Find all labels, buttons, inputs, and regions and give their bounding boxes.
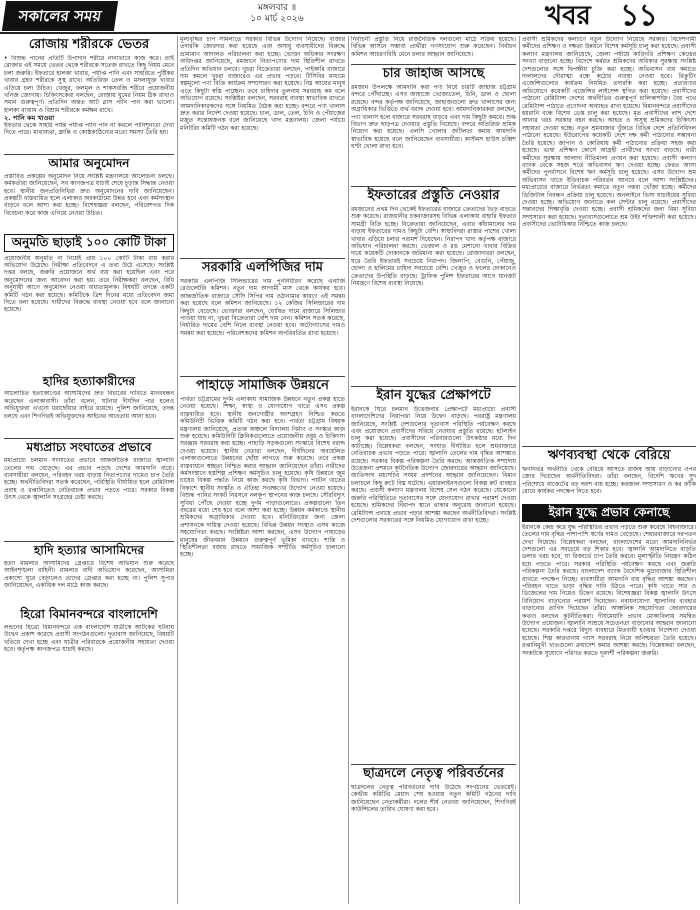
article-body: • বিশুদ্ধ পানের প্রতিটি উপাদান শরীরে নানাভাবে কাজ করে। তাই রোজার এই সময়ে ভেতর থেকে শরীরকে সতেজ রাখতে কিছু নিয়ম মেনে চলা জরুরি। ইফতারে হালকা খাবার, পর্যাপ্ত পানি এবং সাহরিতে পুষ্টিকর খাবার গ্রহণ শরীরকে সুস্থ রাখে। অতিরিক্ত তেল ও মসলাযুক্ত খাবার এড়িয়ে চলা উচিত। খেজুর, ফলমূল ও শাকসবজি শরীরে প্রয়োজনীয় খনিজ জোগায়। চিকিৎসকেরা বলছেন, রোজায় ঘুমের নিয়ম ঠিক রাখাও সমান গুরুত্বপূর্ণ। প্রতিদিন অন্তত আট গ্লাস পানি পান করা ভালো। হালকা ব্যায়াম ও বিশ্রাম শরীরকে কর্মক্ষম রাখে। [4,54,174,113]
divider [4,154,174,155]
article-body: লন্ডনের হিথ্রো বিমানবন্দরে এক বাংলাদেশি যাত্রীকে আটকের ঘটনায় উদ্বেগ প্রকাশ করেছে প্রবাসী সংগঠনগুলো। দূতাবাস জানিয়েছে, বিষয়টি খতিয়ে দেখা হচ্ছে এবং যাত্রীর পরিবারকে প্রয়োজনীয় সহায়তা দেওয়া হবে। কর্তৃপক্ষ কাগজপত্র যাচাই করছে। [4,623,174,653]
headline: সরকারি এলপিজির দাম [202,260,323,275]
column-1 [4,36,174,904]
headline: ইরান যুদ্ধে প্রভাব কেনাছে [522,504,696,522]
subheading: ২. পানি কম খাওয়া [4,113,55,122]
divider [522,446,696,447]
headline: অনুমতি ছাড়াই ১০০ কোটি টাকা [4,234,174,252]
article-body: প্রবাসী শ্রমিকদের কল্যাণে নতুন উদ্যোগ নিয়েছে সরকার। বিদেশগামী কর্মীদের প্রশিক্ষণ ও দক্ষতা উন্নয়নে বিশেষ কর্মসূচি চালু করা হয়েছে। প্রবাসী কল্যাণ মন্ত্রণালয় জানিয়েছে, জেলা পর্যায়ে কারিগরি প্রশিক্ষণ কেন্দ্রের সংখ্যা বাড়ানো হচ্ছে। বিদেশে কর্মরত শ্রমিকদের অধিকার সুরক্ষায় সংশ্লিষ্ট দেশগুলোর সঙ্গে দ্বিপক্ষীয় চুক্তি করা হচ্ছে। অভিবাসন ব্যয় কমাতে দালালদের দৌরাত্ম্য বন্ধে কঠোর ব্যবস্থা নেওয়া হবে। রিক্রুটিং এজেন্সিগুলোর কার্যক্রম নিয়মিত তদারকি করা হচ্ছে। প্রতারণার অভিযোগে কয়েকটি এজেন্সির লাইসেন্স স্থগিত করা হয়েছে। প্রবাসীদের পাঠানো রেমিট্যান্স দেশের অর্থনীতির গুরুত্বপূর্ণ চালিকাশক্তি। বৈধ পথে রেমিট্যান্স পাঠাতে প্রণোদনা অব্যাহত রাখা হয়েছে। বিমানবন্দরে প্রবাসীদের হয়রানি বন্ধে বিশেষ ডেস্ক চালু করা হয়েছে। মৃত প্রবাসীদের লাশ দেশে আনার খরচ সরকার বহন করছে। আহত ও অসুস্থ শ্রমিকদের চিকিৎসা সহায়তা দেওয়া হচ্ছে। নতুন শ্রমবাজার খুঁজতে বিভিন্ন দেশে প্রতিনিধিদল পাঠানো হয়েছে। ইউরোপের কয়েকটি দেশে দক্ষ কর্মী পাঠানোর সম্ভাবনা তৈরি হয়েছে। জাপান ও কোরিয়ায় কর্মী পাঠানোর প্রক্রিয়া সহজ করা হয়েছে। ভাষা প্রশিক্ষণ কোর্সে আগ্রহী প্রার্থীদের সংখ্যা বাড়ছে। নারী কর্মীদের সুরক্ষায় আলাদা নীতিমালা প্রণয়ন করা হয়েছে। প্রবাসী কল্যাণ ব্যাংক থেকে সহজ শর্তে অভিবাসন ঋণ দেওয়া হচ্ছে। ফেরত আসা কর্মীদের পুনর্বাসনে বিশেষ ঋণ কর্মসূচি চালু হয়েছে। এসব উদ্যোগ শ্রম অভিবাসন খাতে ইতিবাচক পরিবর্তন আনবে বলে আশা সংশ্লিষ্টদের। মধ্যপ্রাচ্যের বাজারে নির্ভরতা কমাতে নতুন গন্তব্য খোঁজা হচ্ছে। কর্মীদের ডিজিটাল নিবন্ধন প্রক্রিয়া চালু হয়েছে। অনলাইনে ভিসা যাচাইয়ের সুবিধা দেওয়া হচ্ছে। অভিযোগ জানাতে কল সেন্টার চালু রয়েছে। প্রবাসীদের সন্তানদের শিক্ষাবৃত্তি দেওয়া হচ্ছে। প্রবাসী শ্রমিকদের জন্য বিমা সুবিধা সম্প্রসারণ করা হয়েছে। দূতাবাসগুলোতে শ্রম উইং শক্তিশালী করা হয়েছে। প্রবাসীদের ভোটাধিকার নিশ্চিতে কাজ চলছে। [522,36,696,229]
date: ১০ মার্চ ২০২৬ [250,14,304,24]
headline: মধ্যপ্রাচ্য সংঘাতের প্রভাবে [26,440,152,455]
divider [351,186,516,187]
article-body: রমজান উপলক্ষে আমদানি করা পণ্য নিয়ে চারটি জাহাজ চট্টগ্রাম বন্দরে পৌঁছাচ্ছে। এসব জাহাজে ভোজ্যতেল, চিনি, ডাল ও ছোলা রয়েছে। বন্দর কর্তৃপক্ষ জানিয়েছে, জাহাজগুলো দ্রুত খালাসের জন্য অগ্রাধিকার ভিত্তিতে বার্থ বরাদ্দ দেওয়া হবে। আমদানিকারকরা বলছেন, পণ্য খালাস হলে বাজারে সরবরাহ বাড়বে এবং দাম কিছুটা কমবে। শুল্ক বিভাগ দ্রুত ছাড়পত্র দেওয়ার প্রস্তুতি নিয়েছে। বন্দরে অতিরিক্ত শ্রমিক নিয়োগ করা হয়েছে। এলসি খোলার জটিলতা কমায় আমদানি স্বাভাবিক হয়েছে বলে জানিয়েছেন ব্যবসায়ীরা। কাস্টমস হাউস চব্বিশ ঘণ্টা খোলা রাখা হবে। [351,83,516,151]
article-body: মধ্যপ্রাচ্যে চলমান সংঘাতের প্রভাবে আন্তর্জাতিক বাজারে জ্বালানি তেলের দাম বেড়েছে। এর প্রভাব পড়ছে দেশের আমদানি ব্যয়ে। ব্যবসায়ীরা বলছেন, পরিবহন খরচ বাড়ায় নিত্যপণ্যের দামেও চাপ তৈরি হচ্ছে। অর্থনীতিবিদরা সতর্ক করেছেন, পরিস্থিতি দীর্ঘায়িত হলে রেমিট্যান্স প্রবাহ ও রপ্তানিতেও নেতিবাচক প্রভাব পড়তে পারে। সরকার বিকল্প উৎস থেকে জ্বালানি সংগ্রহের চেষ্টা করছে। [4,457,174,502]
section-title: খবর [545,1,591,31]
divider [351,764,516,765]
article-body: ঋণনির্ভর অর্থনীতি থেকে বেরিয়ে আসতে রাজস্ব আয় বাড়ানোর ওপর জোর দিয়েছেন অর্থনীতিবিদরা। তাঁরা বলছেন, বিদেশি ঋণের সুদ পরিশোধে বাজেটের বড় অংশ ব্যয় হচ্ছে। করজাল সম্প্রসারণ ও কর ফাঁকি রোধে কার্যকর পদক্ষেপ নিতে হবে। [522,465,696,496]
headline: ইফতারের প্রস্তুতি নেওয়ার [367,187,500,203]
divider [4,438,174,439]
headline: ইরান যুদ্ধের প্রেক্ষাপটে [376,387,491,403]
divider [4,541,174,542]
column-divider [177,36,178,904]
article-body: নির্বাচনী প্রস্তুতি নিয়ে রাজনৈতিক দলগুলো মাঠে সক্রিয় হয়েছে। বিভিন্ন আসনে সম্ভাব্য প্রার্থীরা গণসংযোগ শুরু করেছেন। নির্বাচন কমিশন আচরণবিধি মেনে চলার আহ্বান জানিয়েছে। [351,36,516,58]
headline: ঋণব্যবস্থা থেকে বেরিয়ে [547,448,671,463]
divider [180,258,345,259]
article-body: ইরানকে কেন্দ্র করে যুদ্ধ পরিস্থিতির প্রভাব পড়তে শুরু করেছে বিশ্ববাজারে। তেলের দাম বৃদ্ধির পাশাপাশি স্বর্ণের দামও বেড়েছে। শেয়ারবাজারে দরপতন দেখা দিয়েছে। বিশ্লেষকরা বলছেন, বাংলাদেশের মতো আমদানিনির্ভর দেশগুলো এর সবচেয়ে বড় শিকার হবে। জ্বালানি আমদানিতে বাড়তি ডলার খরচ হবে, যা রিজার্ভে চাপ তৈরি করবে। মূল্যস্ফীতি নিয়ন্ত্রণ কঠিন হয়ে পড়তে পারে। সরকার পরিস্থিতি পর্যবেক্ষণ করছে এবং জরুরি পরিকল্পনা তৈরি করছে। বাংলাদেশ ব্যাংক বৈদেশিক মুদ্রাবাজার স্থিতিশীল রাখতে পদক্ষেপ নিচ্ছে। ব্যবসায়ীরা আমদানি ব্যয় বৃদ্ধির আশঙ্কা করছেন। পরিবহন খাতে ভাড়া বৃদ্ধির দাবি উঠতে পারে। কৃষি খাতে সার ও ডিজেলের দাম নিয়েও উদ্বেগ রয়েছে। বিশেষজ্ঞরা বিকল্প জ্বালানি উৎসে বিনিয়োগ বাড়ানোর পরামর্শ দিয়েছেন। নবায়নযোগ্য জ্বালানির ব্যবহার বাড়ানোর তাগিদ দিয়েছেন তাঁরা। আঞ্চলিক সহযোগিতা জোরদারের কথাও বলছেন কূটনীতিকরা। দীর্ঘমেয়াদি প্রভাব মোকাবিলায় সমন্বিত উদ্যোগ প্রয়োজন। জ্বালানি সাশ্রয়ে সচেতনতা বাড়ানোর আহ্বান জানানো হয়েছে। সরকারি দপ্তরে বিদ্যুৎ ব্যবহারে মিতব্যয়ী হওয়ার নির্দেশনা দেওয়া হয়েছে। শিল্প কারখানায় গ্যাস সরবরাহ নিয়ে অনিশ্চয়তা তৈরি হয়েছে। রপ্তানিমুখী খাতগুলো ক্রয়াদেশ কমার আশঙ্কা করছে। বিশ্লেষকরা বলছেন, সংকটকে সুযোগে পরিণত করতে দূরদর্শী পরিকল্পনা জরুরি। [522,523,696,657]
headline: রোজায় শরীরকে ভেতর [28,37,150,52]
headline: হিরো বিমানবন্দরে বাংলাদেশি [20,606,158,621]
article-body: ইরানকে ঘিরে চলমান উত্তেজনার প্রেক্ষাপটে মধ্যপ্রাচ্যে প্রবাসী বাংলাদেশিদের নিরাপত্তা নিয়ে উদ্বেগ বাড়ছে। পররাষ্ট্র মন্ত্রণালয় জানিয়েছে, সংশ্লিষ্ট দেশগুলোর দূতাবাস পরিস্থিতি পর্যবেক্ষণ করছে এবং প্রয়োজনে প্রবাসীদের সরিয়ে নেওয়ার প্রস্তুতি রয়েছে। হটলাইন চালু করা হয়েছে। প্রবাসীদের পরিবারগুলো উৎকণ্ঠার মধ্যে দিন কাটাচ্ছে। বিশ্লেষকরা বলছেন, সংঘাত দীর্ঘায়িত হলে শ্রমবাজারে নেতিবাচক প্রভাব পড়তে পারে। জ্বালানি তেলের দাম বৃদ্ধির আশঙ্কাও রয়েছে। সরকার বিকল্প পরিকল্পনা তৈরি করছে। আন্তর্জাতিক সম্প্রদায় উত্তেজনা প্রশমনে কূটনৈতিক উদ্যোগ জোরদারের আহ্বান জানিয়েছে। জাতিসংঘ মহাসচিব সংযম প্রদর্শনের আহ্বান জানিয়েছেন। বিমান চলাচলে কিছু রুটে বিঘ্ন ঘটেছে। এয়ারলাইনসগুলো বিকল্প রুট ব্যবহার করছে। প্রবাসী কল্যাণ মন্ত্রণালয় বিশেষ সেল গঠন করেছে। যেকোনো জরুরি পরিস্থিতিতে দূতাবাসের সঙ্গে যোগাযোগ রাখার পরামর্শ দেওয়া হয়েছে। শ্রমিকদের নিরাপদ স্থানে থাকার অনুরোধ জানানো হয়েছে। রেমিট্যান্স প্রবাহে প্রভাব পড়ার আশঙ্কা করছেন অর্থনীতিবিদরা। সংশ্লিষ্ট দেশগুলোর সরকারের সঙ্গে নিয়মিত যোগাযোগ রাখা হচ্ছে। [351,405,516,524]
article-body: রমজানের প্রথম দিন থেকেই ইফতারের বাজারে ক্রেতাদের ভিড় বাড়তে শুরু করেছে। রাজধানীর চকবাজারসহ বিভিন্ন এলাকায় বাহারি ইফতার সামগ্রী বিক্রি হচ্ছে। বিক্রেতারা জানিয়েছেন, এবার কাঁচামালের দাম বাড়ায় ইফতারের দামও কিছুটা বেশি। স্বাস্থ্যবিদরা রাস্তার পাশের খোলা খাবার এড়িয়ে চলার পরামর্শ দিয়েছেন। নিরাপদ খাদ্য কর্তৃপক্ষ বাজারে অভিযান পরিচালনা করছে। ভেজাল ও রঙ মেশানো খাবার বিক্রির দায়ে কয়েকটি দোকানকে জরিমানা করা হয়েছে। রোজাদাররা বলছেন, ঘরে তৈরি ইফতারই সবচেয়ে নিরাপদ। জিলাপি, বেগুনি, পেঁয়াজু, ছোলা ও হালিমের চাহিদা সবচেয়ে বেশি। খেজুর ও ফলের দোকানেও ক্রেতাদের উপস্থিতি বাড়ছে। ট্রাফিক পুলিশ ইফতারের আগে যানজট নিয়ন্ত্রণে বিশেষ ব্যবস্থা নিয়েছে। [351,205,516,287]
divider [351,386,516,387]
masthead [0,0,700,34]
article-body: ছাত্রদলের নেতৃত্ব পরিবর্তনের দাবি উঠেছে সংগঠনের ভেতরেই। কেন্দ্রীয় কমিটির মেয়াদ শেষ হওয়ায় নতুন কমিটি গঠনের দাবি জানিয়েছেন নেতাকর্মীরা। দলের শীর্ষ নেতারা জানিয়েছেন, শিগগিরই কাউন্সিলের তারিখ ঘোষণা করা হবে। [351,783,516,813]
headline: পাহাড়ে সামাজিক উন্নয়নে [196,377,329,393]
article-body: মূল্যবৃদ্ধির চাপ সামলাতে সরকার বিভিন্ন উদ্যোগ নিয়েছে। বাজার তদারকি জোরদার করা হয়েছে এবং অসাধু ব্যবসায়ীদের বিরুদ্ধে ভ্রাম্যমাণ আদালত পরিচালনা করা হচ্ছে। ভোক্তা অধিকার সংরক্ষণ অধিদপ্তর জানিয়েছে, রমজানে নিত্যপণ্যের দাম স্থিতিশীল রাখতে প্রতিদিন অভিযান চলবে। খুচরা বিক্রেতারা বলছেন, পাইকারি বাজারে দাম কমলে খুচরা বাজারেও এর প্রভাব পড়বে। টিসিবির মাধ্যমে স্বল্পমূল্যে পণ্য বিক্রি কার্যক্রম সম্প্রসারণ করা হয়েছে। নিম্ন আয়ের মানুষ এতে কিছুটা স্বস্তি পাচ্ছেন। তবে চাহিদার তুলনায় সরবরাহ কম বলে অভিযোগ রয়েছে। সংশ্লিষ্টরা বলছেন, সরবরাহ ব্যবস্থা স্বাভাবিক রাখতে আমদানিকারকদের সঙ্গে নিয়মিত বৈঠক করা হচ্ছে। বন্দরে পণ্য খালাস দ্রুত করার নির্দেশ দেওয়া হয়েছে। চাল, ডাল, তেল, চিনি ও পেঁয়াজের মজুত সন্তোষজনক বলে জানিয়েছে খাদ্য মন্ত্রণালয়। জেলা পর্যায়ে মনিটরিং কমিটি গঠন করা হয়েছে। [180,36,345,132]
article-body: হত্যা মামলার আসামিদের গ্রেপ্তারে বিশেষ অভিযান শুরু করেছে আইনশৃঙ্খলা বাহিনী। মামলার বাদী অভিযোগ করেছেন, আসামিরা প্রকাশ্যে ঘুরে বেড়ালেও তাদের গ্রেপ্তার করা হচ্ছে না। পুলিশ সুপার জানিয়েছেন, একাধিক দল মাঠে কাজ করছে। [4,559,174,590]
newspaper-logo: সকালের সময় [2,1,118,31]
article-body: পার্বত্য চট্টগ্রামের দুর্গম এলাকায় সামাজিক উন্নয়নে নতুন প্রকল্প হাতে নেওয়া হয়েছে। শিক্ষা, স্বাস্থ্য ও যোগাযোগ খাতে এসব প্রকল্প বাস্তবায়িত হবে। স্থানীয় জনগোষ্ঠীর অংশগ্রহণ নিশ্চিত করতে কমিউনিটি ভিত্তিক কমিটি গঠন করা হবে। পার্বত্য চট্টগ্রাম বিষয়ক মন্ত্রণালয় জানিয়েছে, প্রত্যন্ত অঞ্চলে বিদ্যালয় নির্মাণ ও সংস্কার কাজ শুরু হয়েছে। কমিউনিটি ক্লিনিকগুলোতে প্রয়োজনীয় ওষুধ ও চিকিৎসা সরঞ্জাম সরবরাহ করা হচ্ছে। পাহাড়ি সড়কগুলো সংস্কারে বিশেষ বরাদ্দ দেওয়া হয়েছে। স্থানীয় নেতারা বলছেন, দীর্ঘদিনের অবহেলিত এলাকাগুলোতে উন্নয়নের ছোঁয়া লাগতে শুরু করেছে। তবে প্রকল্প বাস্তবায়নে স্বচ্ছতা নিশ্চিত করার আহ্বান জানিয়েছেন তাঁরা। নারীদের কর্মসংস্থানে হস্তশিল্প প্রশিক্ষণ কর্মসূচিও চালু হয়েছে। কৃষি উন্নয়নে জুম চাষের বিকল্প পদ্ধতি নিয়ে কাজ করছে কৃষি বিভাগ। পর্যটন খাতের বিকাশে স্থানীয় সংস্কৃতি ও ঐতিহ্য সংরক্ষণের উদ্যোগ নেওয়া হয়েছে। বিশুদ্ধ পানির সংকট নিরসনে নলকূপ স্থাপনের কাজ চলছে। সৌরবিদ্যুৎ সুবিধা পৌঁছে দেওয়া হচ্ছে দুর্গম পাড়াগুলোতে। প্রকল্পগুলো তিন বছরের মধ্যে শেষ হবে বলে আশা করা হচ্ছে। উন্নয়ন কর্মকাণ্ডে স্থানীয় শ্রমিকদের অগ্রাধিকার দেওয়া হবে। মনিটরিংয়ের জন্য জেলা প্রশাসনকে দায়িত্ব দেওয়া হয়েছে। বিভিন্ন উন্নয়ন সংস্থাও এসব কাজে সহযোগিতা করছে। সংশ্লিষ্টরা আশা করছেন, এসব উদ্যোগ পাহাড়ের মানুষের জীবনমান উন্নয়নে গুরুত্বপূর্ণ ভূমিকা রাখবে। শান্তি ও স্থিতিশীলতা বজায় রাখতে সামাজিক সম্প্রীতি কর্মসূচিও চালানো হচ্ছে। [180,395,345,559]
headline: চার জাহাজ আসছে [382,66,485,81]
headline: ছাত্রদলে নেতৃত্ব পরিবর্তনের [363,765,504,781]
weekday: মঙ্গলবার ॥ [257,3,297,13]
article-body: ইফতার থেকে সাহরি পর্যন্ত পর্যাপ্ত পানি পান না করলে পানিশূন্যতা দেখা দিতে পারে। মাথাব্যথা, ক্লান্তি ও কোষ্ঠকাঠিন্যের মতো সমস্যা তৈরি হয়। [4,121,174,137]
divider [180,376,345,377]
article-body: সরকারি এলপিজি সিলিন্ডারের দাম পুনর্নির্ধারণ করেছে এনার্জি রেগুলেটরি কমিশন। নতুন দাম আগামী মাস থেকে কার্যকর হবে। আন্তর্জাতিক বাজারে সৌদি সিপির দাম ওঠানামার কারণে এই সমন্বয় করা হয়েছে বলে কমিশন জানিয়েছে। ১২ কেজির সিলিন্ডারের দাম কিছুটা বেড়েছে। ভোক্তারা বলছেন, ঘোষিত দামে বাজারে সিলিন্ডার পাওয়া যায় না, খুচরা বিক্রেতারা বেশি দাম নেন। কমিশন সতর্ক করেছে, নির্ধারিত দামের বেশি নিলে ব্যবস্থা নেওয়া হবে। অটোগ্যাসের দামও সমন্বয় করা হয়েছে। পরিবেশকদের কমিশন অপরিবর্তিত রাখা হয়েছে। [180,277,345,337]
headline: হাদির হত্যাকারীদের [42,373,136,388]
headline: হাদি হত্যার আসামিদের [34,543,144,558]
issue-date [232,3,322,25]
article-body: আলোচিত হত্যাকাণ্ডের আসামিদের দ্রুত বিচারের দাবিতে মানববন্ধন করেছেন এলাকাবাসী। তাঁরা বলেন, ঘটনার দীর্ঘদিন পার হলেও অভিযুক্তরা এখনো ধরাছোঁয়ার বাইরে রয়েছে। পুলিশ জানিয়েছে, তদন্ত চলছে এবং শিগগিরই অভিযুক্তদের আইনের আওতায় আনা হবে। [4,390,174,420]
page-number: ১১ [620,0,657,33]
column-2 [180,36,345,904]
article-body: প্রস্তাবিত প্রকল্পের অনুমোদন নিয়ে সংশ্লিষ্ট মন্ত্রণালয়ে আলোচনা চলছে। কর্মকর্তারা জানিয়েছেন, সব কাগজপত্র যাচাই শেষে চূড়ান্ত সিদ্ধান্ত নেওয়া হবে। স্থানীয় জনপ্রতিনিধিরা দ্রুত অনুমোদনের দাবি জানিয়েছেন। প্রকল্পটি বাস্তবায়িত হলে এলাকার অবকাঠামো উন্নত হবে এবং কর্মসংস্থান বাড়বে বলে আশা করা হচ্ছে। বিশেষজ্ঞরা বলছেন, পরিবেশগত দিক বিবেচনা করে কাজ এগিয়ে নেওয়া উচিত। [4,172,174,217]
headline: আমার অনুমোদন [48,155,130,170]
column-4 [522,36,696,904]
column-divider [348,36,349,904]
article-body: প্রয়োজনীয় অনুমতি না নিয়েই প্রায় ১০০ কোটি টাকা ব্যয় করার অভিযোগ উঠেছে। নিরীক্ষা প্রতিবেদনে এ তথ্য উঠে এসেছে। সংশ্লিষ্ট দপ্তর বলছে, জরুরি প্রয়োজনে অর্থ ব্যয় করা হয়েছিল এবং পরে অনুমোদনের জন্য আবেদন করা হয়। তবে নিরীক্ষকরা বলছেন, বিধি অনুযায়ী আগে অনুমোদন নেওয়া বাধ্যতামূলক। বিষয়টি তদন্তে একটি কমিটি গঠন করা হয়েছে। কমিটিকে ত্রিশ দিনের মধ্যে প্রতিবেদন জমা দিতে বলা হয়েছে। দায়ীদের বিরুদ্ধে ব্যবস্থা নেওয়া হবে বলে জানানো হয়েছে। [4,254,174,314]
divider [351,64,516,65]
column-divider [519,36,520,904]
column-3 [351,36,516,904]
